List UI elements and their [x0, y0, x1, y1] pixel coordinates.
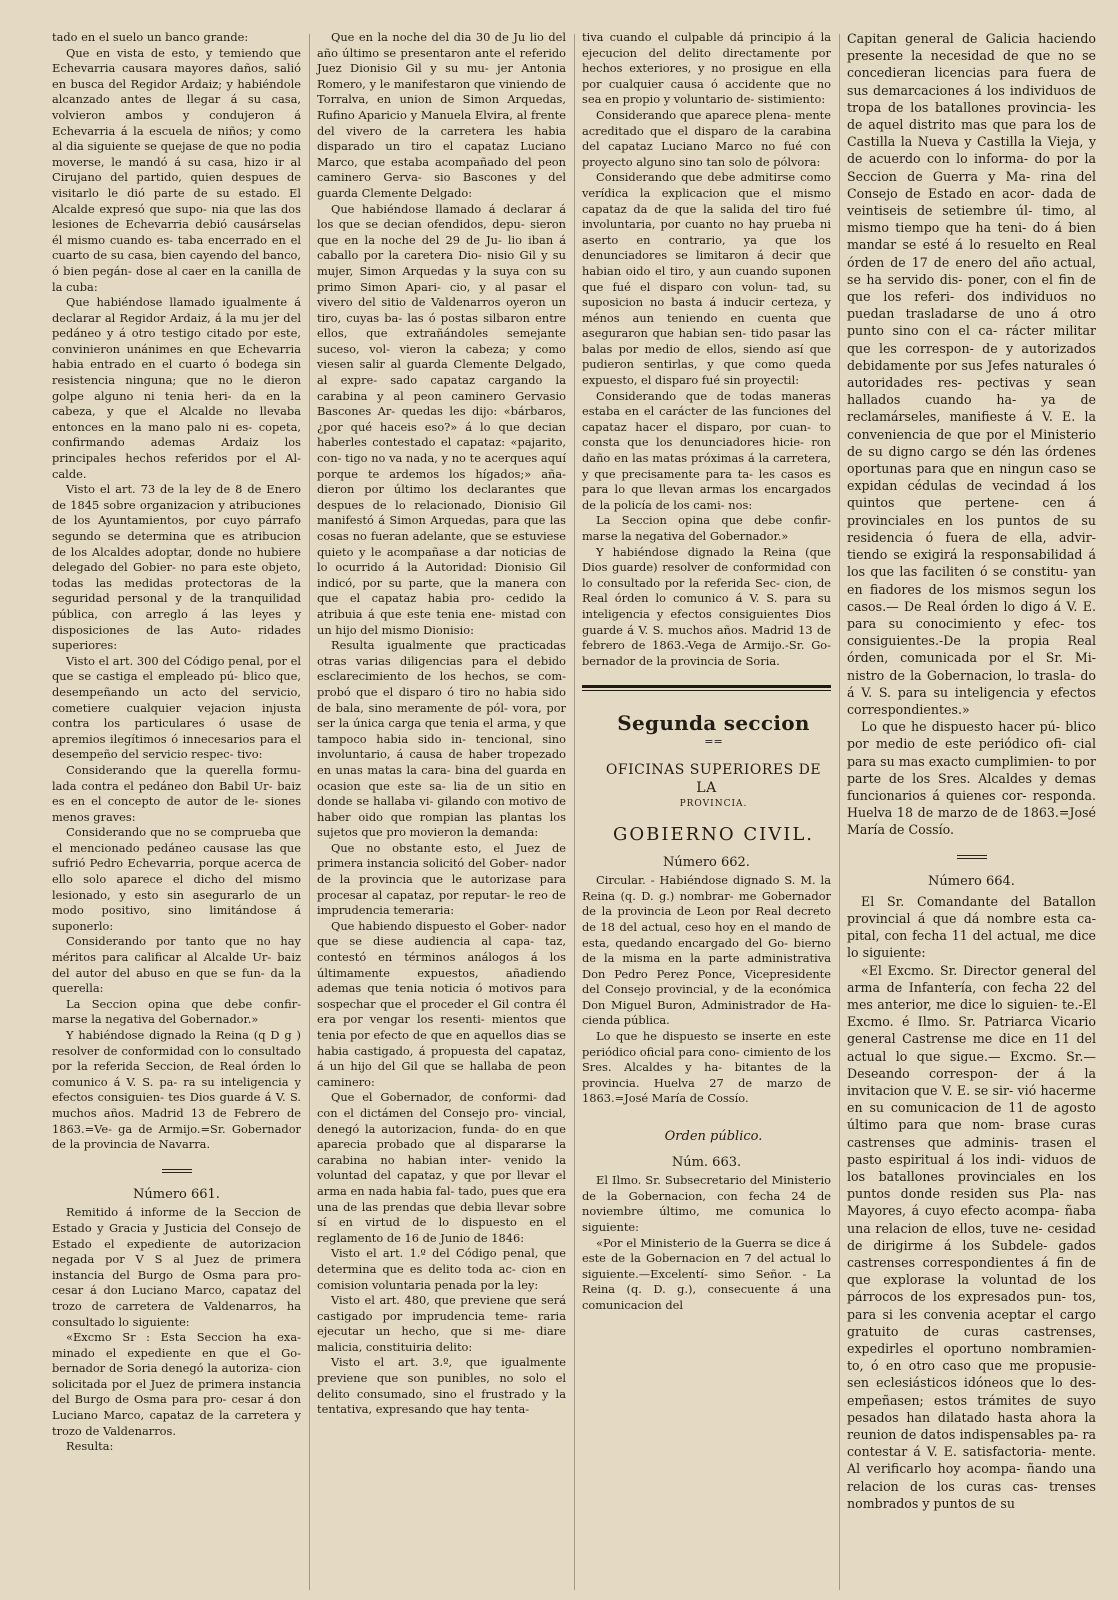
paragraph: Visto el art. 480, que previene que será castigado por imprudencia teme- raria ejecutar un hecho, que si me- diare malicia, constituiria delito: — [317, 1293, 566, 1354]
paragraph: Capitan general de Galicia haciendo presente la necesidad de que no se concedieran licencias para fuera de sus demarcaciones á los individuos de tropa de los batallones provincia- les de aquel distrito mas que para los de Castilla la Nueva y Castilla la Vieja, y de acuerdo con lo informa- do por la Seccion de Guerra y Ma- rina del Consejo de Estado en acor- dada de veintiseis de setiembre úl- timo, al mismo tiempo que ha teni- do á bien mandar se esté á lo resuelto en Real órden de 17 de enero del año actual, se ha servido dis- poner, con el fin de que los referi- dos individuos no puedan trasladarse de uno á otro punto sino con el ca- rácter militar que les correspon- de y autorizados debidamente por sus Jefes naturales ó autoridades res- pectivas y sean hallados cuando ha- ya de reclamárseles, manifieste á V. E. la conveniencia de que por el Ministerio de su digno cargo se dén las órdenes oportunas para que en ningun caso se expidan cédulas de vecindad á los quintos que pertene- cen á provinciales en los puntos de su residencia ó fuera de ella, advir- tiendo se exigirá la responsabilidad á los que las faciliten ó se constitu- yan en fiadores de los mismos segun los casos.— De Real órden lo digo á V. E. para su conocimiento y efec- tos consiguientes.-De la propia Real órden, comunicada por el Sr. Mi- nistro de la Gobernacion, lo trasla- do á V. S. para su inteligencia y efectos correspondientes.» — [847, 31, 1096, 717]
paragraph: == — [704, 735, 723, 749]
paragraph: Y habiéndose dignado la Reina (que Dios guarde) resolver de conformidad con lo consultado por la referida Sec- cion, de Real órden lo comunico á V. S. para su inteligencia y efectos consiguientes Dios guarde á V. S. muchos años. Madrid 13 de febrero de 1863.-Vega de Armijo.-Sr. Go- bernador de la provincia de Soria. — [582, 544, 831, 668]
paragraph: Lo que he dispuesto se inserte en este periódico oficial para cono- cimiento de los Sres. Alcaldes y ha- bitantes de la provincia. Huelva 27 de marzo de 1863.=José María de Cossío. — [582, 1029, 831, 1106]
paragraph: La Seccion opina que debe confir- marse la negativa del Gobernador.» — [52, 996, 301, 1027]
paragraph: El Ilmo. Sr. Subsecretario del Ministerio de la Gobernacion, con fecha 24 de noviembre último, me comunica lo siguiente: — [582, 1173, 831, 1234]
section-heading: OFICINAS SUPERIORES DE LA — [605, 762, 822, 797]
paragraph: «Por el Ministerio de la Guerra se dice á este de la Gobernacion en 7 del actual lo siguiente.—Excelentí- simo Señor. - La Reina (q. D. g.), consecuente á una comunicacion del — [582, 1235, 831, 1312]
paragraph: El Sr. Comandante del Batallon provincial á que dá nombre esta ca- pital, con fecha 11 del actual, me dice lo siguiente: — [847, 893, 1096, 961]
paragraph: Visto el art. 73 de la ley de 8 de Enero de 1845 sobre organizacion y atribuciones de los Ayuntamientos, por cuyo párrafo segundo se determina que es atribucion de los Alcaldes adoptar, donde no hubiere delegado del Gobier- no para este objeto, todas las medidas protectoras de la seguridad personal y de la tranquilidad pública, con arreglo á las leyes y disposiciones de las Auto- ridades superiores: — [52, 482, 301, 653]
paragraph: Considerando por tanto que no hay méritos para calificar al Alcalde Ur- baiz del autor del abuso en que se fun- da la querella: — [52, 934, 301, 996]
paragraph: Lo que he dispuesto hacer pú- blico por medio de este periódico ofi- cial para su mas exacto cumplimien- to por parte de los Sres. Alcaldes y demas funcionarios á quienes cor- responda. Huelva 18 de marzo de de 1863.=José María de Cossío. — [847, 719, 1096, 838]
paragraph: «Excmo Sr : Esta Seccion ha exa- minado el expediente en que el Go- bernador de Soria denegó la autoriza- cion solicitada por el Juez de primera instancia del Burgo de Osma para pro- cesar á don Luciano Marco, capataz de la carretera y trozo de Valdenarros. — [52, 1330, 301, 1438]
paragraph: tado en el suelo un banco grande: — [52, 30, 249, 44]
column-4 — [839, 30, 1104, 1590]
paragraph: Que en la noche del dia 30 de Ju lio del año último se presentaron ante el referido Juez Dionisio Gil y su mu- jer Antonia Romero, y le manifestaron que viniendo de Torralva, en union de Simon Arquedas, Rufino Aparicio y Manuela Elvira, al frente del vivero de la carretera les habia disparado un tiro el capataz Luciano Marco, que estaba acompañado del peon caminero Gerva- sio Bascones y del guarda Clemente Delgado: — [317, 30, 566, 200]
article-number: Número 664. — [928, 873, 1015, 889]
paragraph: Visto el art. 3.º, que igualmente previene que son punibles, no solo el delito consumado, sino el frustrado y la tentativa, expresando que hay tenta- — [317, 1355, 566, 1417]
paragraph: Circular. - Habiéndose dignado S. M. la Reina (q. D. g.) nombrar- me Gobernador de la provincia de Leon por Real decreto de 18 del actual, ceso hoy en el mando de esta, quedando encargado del Go- bierno de la misma en la parte administrativa Don Pedro Perez Ponce, Vicepresidente del Consejo provincial, y de la económica Don Miguel Buron, Administrador de Ha- cienda pública. — [582, 873, 831, 1028]
paragraph: Considerando que la querella formu- lada contra el pedáneo don Babil Ur- baiz es en el concepto de autor de le- siones menos graves: — [52, 762, 301, 824]
section-heading: Orden público. — [664, 1129, 763, 1145]
paragraph: Remitido á informe de la Seccion de Estado y Gracia y Justicia del Consejo de Estado el expediente de autorizacion negada por V S al Juez de primera instancia del Burgo de Osma para pro- cesar á don Luciano Marco, capataz del trozo de carretera de Valdenarros, ha consultado lo siguiente: — [52, 1205, 301, 1329]
paragraph: Que habiéndose llamado á declarar á los que se decian ofendidos, depu- sieron que en la noche del 29 de Ju- lio iban á caballo por la caretera Dio- nisio Gil y su mujer, Simon Arquedas y la suya con su primo Simon Apari- cio, y al pasar el vivero del sitio de Valdenarros oyeron un tiro, cuyas ba- las ó postas silbaron entre ellos, que extrañándoles semejante suceso, vol- vieron la cabeza; y como viesen salir al guarda Clemente Delgado, al expre- sado capataz cargando la carabina y al peon caminero Gervasio Bascones Ar- quedas les dijo: «bárbaros, ¿por qué haceis eso?» á lo que decian haberles contestado el capataz: «pajarito, con- tigo no va nada, y no te acerques aquí porque te ardemos los hígados;» aña- dieron por último los declarantes que despues de lo relacionado, Dionisio Gil manifestó á Simon Arquedas, para que las cosas no fueran adelante, que se estuviese quieto y le acompañase a dar noticias de lo ocurrido á la Autoridad: Dionisio Gil indicó, por su parte, que la manera con que el capataz habia pro- cedido la atribuia á que este tenia ene- mistad con un hijo del mismo Dionisio: — [317, 201, 566, 637]
paragraph: «El Excmo. Sr. Director general del arma de Infantería, con fecha 22 del mes anterior, me dice lo siguien- te.-El Excmo. é Ilmo. Sr. Patriarca Vicario general Castrense me dice en 11 del actual lo que sigue.— Excmo. Sr.—Deseando correspon- der á la invitacion que V. E. se sir- vió hacerme en su comunicacion de 11 de agosto último para que nom- brase curas castrenses que adminis- trasen el pasto espiritual á los indi- viduos de los batallones provinciales en los puntos donde residen sus Pla- nas Mayores, á cuyo efecto acompa- ñaba una relacion de ellos, tuve ne- cesidad de dirigirme á los Subdele- gados castrenses correspondientes á fin de que explorase la voluntad de los párrocos de los expresados pun- tos, para si les convenia aceptar el cargo gratuito de curas castrenses, expedirles el oportuno nombramien- to, ó en otro caso que me propusie- sen eclesiásticos idóneos que lo des- empeñasen; estos trámites de suyo pesados han dilatado hasta ahora la reunion de datos indispensables pa- ra contestar á V. E. satisfactoria- mente. Al verificarlo hoy acompa- ñando una relacion de los curas cas- trenses nombrados y puntos de su — [847, 962, 1096, 1511]
section-title: Segunda seccion — [617, 711, 810, 736]
divider — [582, 685, 831, 691]
paragraph: Considerando que no se comprueba que el mencionado pedáneo causase las que sufrió Pedro Echevarria, porque acerca de ello solo aparece el dicho del mismo lesionado, y esto sin asegurarlo de un modo positivo, sino limitándose á suponerlo: — [52, 825, 301, 933]
section-heading: GOBIERNO CIVIL. — [612, 823, 815, 845]
paragraph: Visto el art. 300 del Código penal, por el que se castiga el empleado pú- blico que, desempeñando un acto del servicio, cometiere cualquier vejacion injusta contra los particulares ó usase de apremios ilegítimos ó innecesarios para el desempeño del servicio respec- tivo: — [52, 653, 301, 762]
paragraph: Y habiéndose dignado la Reina (q D g ) resolver de conformidad con lo consultado por la referida Seccion, de Real órden lo comunico á V. S. pa- ra su inteligencia y efectos consiguien- tes Dios guarde á V. S. muchos años. Madrid 13 de Febrero de 1863.=Ve- ga de Armijo.=Sr. Gobernador de la provincia de Navarra. — [52, 1028, 301, 1152]
article-number: Número 661. — [133, 1186, 220, 1202]
paragraph: Considerando que de todas maneras estaba en el carácter de las funciones del capataz hacer el disparo, por cuan- to consta que los denunciadores hicie- ron daño en las matas próximas á la carretera, y que precisamente para ta- les casos es para lo que llevan armas los encargados de la policía de los cami- nos: — [582, 388, 831, 512]
paragraph: Que no obstante esto, el Juez de primera instancia solicitó del Gober- nador de la provincia que le autorizase para procesar al capataz, por reputar- le reo de imprudencia temeraria: — [317, 840, 566, 918]
paragraph: Que el Gobernador, de conformi- dad con el dictámen del Consejo pro- vincial, denegó la autorizacion, funda- do en que aparecia probado que al dispararse la carabina no habian inter- venido la voluntad del capataz, y que por llevar el arma en nada habia fal- tado, pues que era una de las prendas que debia llevar sobre sí en virtud de lo dispuesto en el reglamento de 16 de Junio de 1846: — [317, 1090, 566, 1245]
paragraph: La Seccion opina que debe confir- marse la negativa del Gobernador.» — [582, 513, 831, 543]
paragraph: Resulta igualmente que practicadas otras varias diligencias para el debido esclarecimiento de los hechos, se com- probó que el disparo ó tiro no habia sido de bala, sino meramente de pól- vora, por ser la única carga que tenia el arma, y que tampoco habia sido in- tencional, sino involuntario, á causa de haber tropezado en unas matas la cara- bina del guarda en ocasion que este sa- lia de un sitio en donde se hallaba vi- gilando con motivo de haber oido que rompian las plantas los sujetos que pro movieron la demanda: — [317, 638, 566, 840]
section-heading: PROVINCIA. — [679, 799, 748, 810]
article-number: Número 662. — [663, 854, 750, 870]
column-3 — [574, 30, 839, 1590]
paragraph: Que habiéndose llamado igualmente á declarar al Regidor Ardaiz, á la mu jer del pedáneo y á otro testigo citado por este, convinieron unánimes en que Echevarria habia entrado en el cuarto ó bodega sin resistencia ninguna; que no le dieron golpe alguno ni tenia heri- da en la cabeza, y que el Alcalde no llevaba entonces en la mano palo ni es- copeta, confirmando ademas Ardaiz los principales hechos referidos por el Al- calde. — [52, 295, 301, 481]
column-1 — [44, 30, 309, 1590]
paragraph: Considerando que aparece plena- mente acreditado que el disparo de la carabina del capataz Luciano Marco no fué con proyecto alguno sino tan solo de pólvora: — [582, 107, 831, 169]
paragraph: tiva cuando el culpable dá principio á la ejecucion del delito directamente por hechos exteriores, y no prosigue en ella por cualquier causa ó accidente que no sea en propio y voluntario de- sistimiento: — [582, 30, 831, 107]
divider — [957, 855, 987, 859]
paragraph: Considerando que debe admitirse como verídica la explicacion que el mismo capataz da de que la salida del tiro fué involuntaria, por cuanto no hay prueba ni aserto en contrario, ya que los denunciadores se limitaron á decir que habian oido el tiro, y aun cuando suponen que fué el disparo con volun- tad, su suposicion no basta á inducir certeza, y ménos aun teniendo en cuenta que aseguraron que habian sen- tido pasar las balas por medio de ellos, siendo así que pudieron sentirlas, y que como queda expuesto, el disparo fué sin proyectil: — [582, 170, 831, 388]
paragraph: Resulta: — [66, 1439, 114, 1454]
divider — [162, 1169, 192, 1173]
article-number: Núm. 663. — [671, 1154, 742, 1170]
paragraph: Que en vista de esto, y temiendo que Echevarria causara mayores daños, salió en busca del Regidor Ardaiz; y habiéndole alcanzado antes de llegar á su casa, volvieron ambos y condujeron á Echevarria á la escuela de niños; y como al dia siguiente se quejase de que no podia moverse, le mandó á su casa, hizo ir al Cirujano del partido, quien despues de visitarlo le dió parte de su estado. El Alcalde expresó que supo- nia que las dos lesiones de Echevarria debió causárselas él mismo cuando es- taba encerrado en el cuarto de su casa, bien cayendo del banco, ó bien pegán- dose al caer en la canilla de la cuba: — [52, 45, 301, 294]
paragraph: Visto el art. 1.º del Código penal, que determina que es delito toda ac- cion en comision voluntaria penada por la ley: — [317, 1246, 566, 1292]
column-2 — [309, 30, 574, 1590]
paragraph: Que habiendo dispuesto el Gober- nador que se diese audiencia al capa- taz, contestó en términos análogos á los últimamente expuestos, añadiendo ademas que tenia noticia ó motivos para sospechar que el proceder el Gil contra él era por vengar los resenti- mientos que tenia por efecto de que en aquellos dias se habia castigado, á propuesta del capataz, á un hijo del Gil que se hallaba de peon caminero: — [317, 918, 566, 1089]
